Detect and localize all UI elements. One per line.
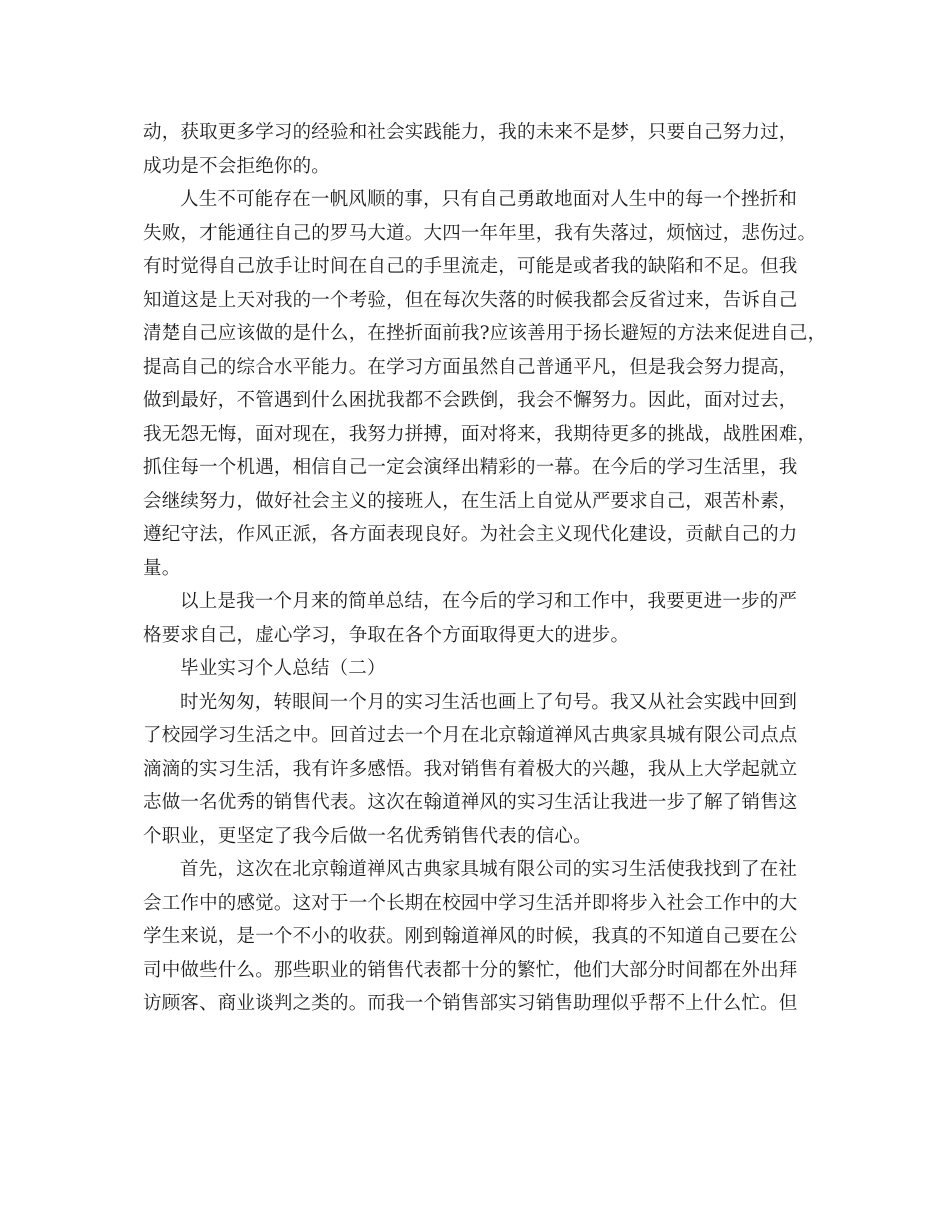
text-line: 志做一名优秀的销售代表。这次在翰道禅风的实习生活让我进一步了解了销售这 — [143, 792, 798, 813]
text-line: 了校园学习生活之中。回首过去一个月在北京翰道禅风古典家具城有限公司点点 — [143, 725, 798, 746]
text-line: 有时觉得自己放手让时间在自己的手里流走，可能是或者我的缺陷和不足。但我 — [143, 256, 798, 277]
text-line: 时光匆匆，转眼间一个月的实习生活也画上了句号。我又从社会实践中回到 — [180, 691, 798, 713]
text-line: 清楚自己应该做的是什么，在挫折面前我?应该善用于扬长避短的方法来促进自己， — [143, 323, 827, 344]
text-line: 抓住每一个机遇，相信自己一定会演绎出精彩的一幕。在今后的学习生活里，我 — [143, 457, 798, 478]
text-line: 司中做些什么。那些职业的销售代表都十分的繁忙，他们大部分时间都在外出拜 — [143, 959, 798, 981]
text-line: 量。 — [143, 557, 181, 579]
text-line: 以上是我一个月来的简单总结，在今后的学习和工作中，我要更进一步的严 — [180, 591, 798, 612]
text-line: 会工作中的感觉。这对于一个长期在校园中学习生活并即将步入社会工作中的大 — [143, 892, 798, 914]
text-line: 个职业，更坚定了我今后做一名优秀销售代表的信心。 — [143, 825, 592, 847]
text-line: 失败，才能通往自己的罗马大道。大四一年年里，我有失落过，烦恼过，悲伤过。 — [143, 222, 817, 244]
text-line: 成功是不会拒绝你的。 — [143, 155, 331, 177]
text-line: 学生来说，是一个不小的收获。刚到翰道禅风的时候，我真的不知道自己要在公 — [143, 926, 798, 947]
text-line: 我无怨无悔，面对现在，我努力拼搏，面对将来，我期待更多的挑战，战胜困难， — [143, 423, 817, 445]
text-line: 会继续努力，做好社会主义的接班人，在生活上自觉从严要求自己，艰苦朴素， — [143, 490, 798, 512]
text-line: 滴滴的实习生活，我有许多感悟。我对销售有着极大的兴趣，我从上大学起就立 — [143, 758, 798, 780]
text-line: 格要求自己，虚心学习，争取在各个方面取得更大的进步。 — [143, 624, 630, 646]
text-line: 遵纪守法，作风正派，各方面表现良好。为社会主义现代化建设，贡献自己的力 — [143, 524, 798, 545]
text-line: 人生不可能存在一帆风顺的事，只有自己勇敢地面对人生中的每一个挫折和 — [180, 189, 798, 210]
text-line: 做到最好，不管遇到什么困扰我都不会跌倒，我会不懈努力。因此，面对过去， — [143, 390, 798, 411]
text-line: 知道这是上天对我的一个考验，但在每次失落的时候我都会反省过来，告诉自己 — [143, 289, 798, 311]
text-line: 动，获取更多学习的经验和社会实践能力，我的未来不是梦，只要自己努力过， — [143, 122, 798, 143]
text-line: 访顾客、商业谈判之类的。而我一个销售部实习销售助理似乎帮不上什么忙。但 — [143, 993, 798, 1014]
document-body — [143, 116, 827, 1021]
text-line: 提高自己的综合水平能力。在学习方面虽然自己普通平凡，但是我会努力提高， — [143, 356, 798, 378]
text-line: 毕业实习个人总结（二） — [180, 658, 386, 679]
text-line: 首先，这次在北京翰道禅风古典家具城有限公司的实习生活使我找到了在社 — [180, 859, 798, 880]
